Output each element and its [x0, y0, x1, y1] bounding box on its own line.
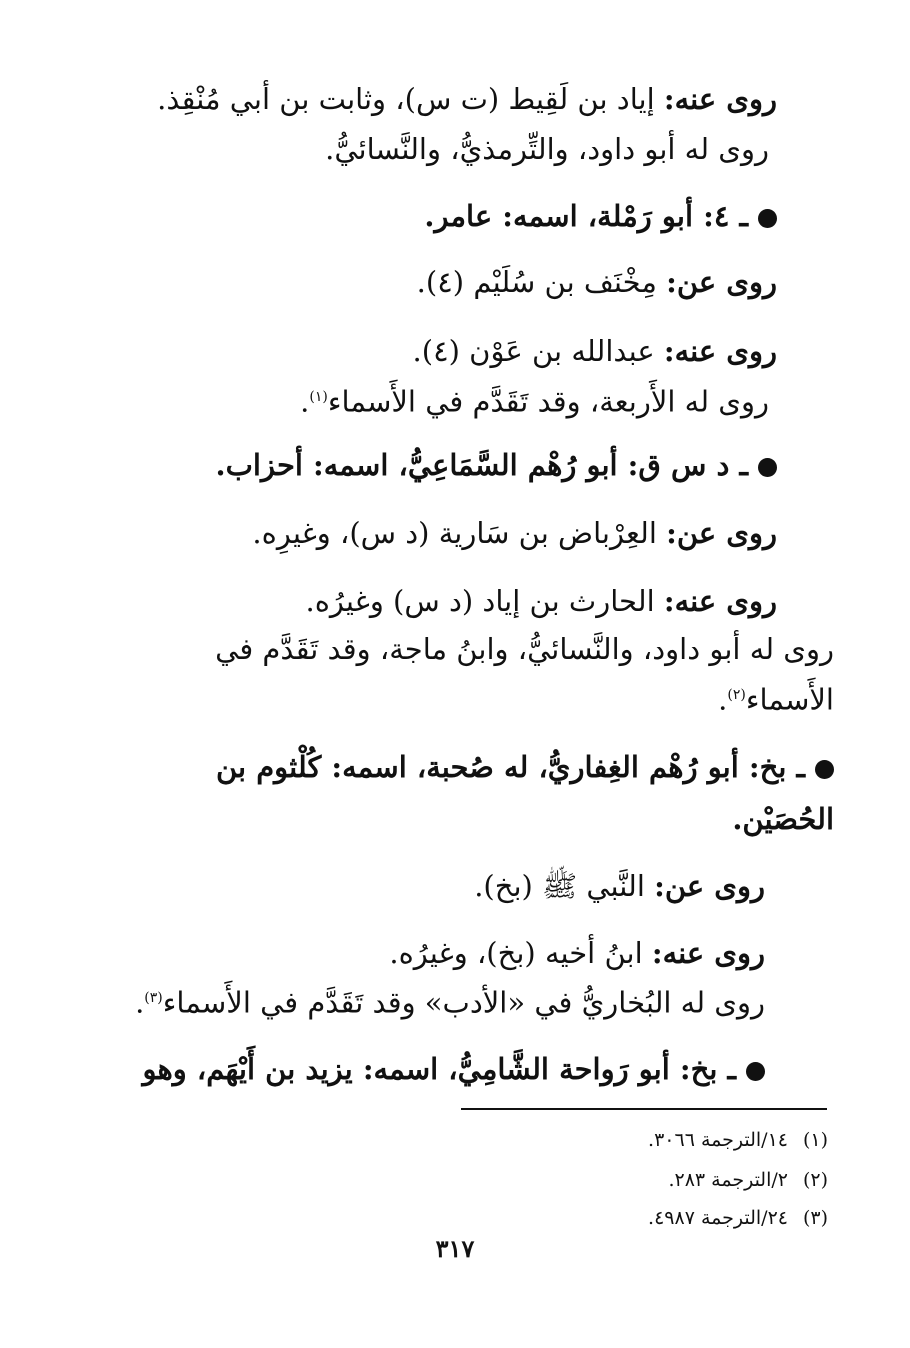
entry-heading — [215, 445, 777, 485]
line-text: العِرْباض بن سَارية (د س)، وغيرِه. — [252, 516, 667, 550]
text-line — [300, 377, 769, 422]
entry-heading — [143, 1049, 766, 1089]
text-line — [306, 581, 778, 621]
text-line — [417, 262, 777, 302]
line-text: الأَسماء — [745, 682, 834, 717]
bullet-icon — [758, 458, 777, 477]
footnote-number: (٢) — [802, 1169, 828, 1191]
line-end: . — [135, 985, 145, 1020]
line-text: ـ بخ: أبو رَواحة الشَّامِيُّ، اسمه: يزيد بن أَيْهَم، وهو — [142, 1052, 736, 1086]
line-text: روى له أبو داود، والنَّسائيُّ، وابنُ ماجة، وقد تَقَدَّم في — [215, 632, 834, 666]
narrated-by-label: روى عنه: — [663, 334, 777, 368]
footnote-ref[interactable]: (١) — [309, 389, 328, 405]
bullet-icon — [746, 1062, 765, 1081]
line-text: ـ ٤: أبو رَمْلة، اسمه: عامر. — [424, 199, 748, 233]
bullet-icon — [815, 760, 834, 779]
line-text: مِخْنَف بن سُلَيْم (٤). — [416, 265, 667, 299]
footnote-number: (٣) — [802, 1207, 828, 1229]
footnote — [668, 1167, 828, 1193]
text-line — [252, 513, 777, 553]
text-line — [389, 933, 765, 973]
footnote-text: ٢/الترجمة ٢٨٣. — [668, 1169, 788, 1191]
text-line — [325, 129, 769, 169]
line-text: روى له الأَربعة، وقد تَقَدَّم في الأَسماء — [327, 384, 769, 419]
line-end: . — [300, 384, 310, 419]
line-text: عبدالله بن عَوْن (٤). — [412, 334, 664, 368]
narrated-from-label: روى عن: — [666, 516, 777, 550]
narrated-from-label: روى عن: — [666, 265, 777, 299]
entry-heading — [216, 747, 834, 787]
entry-heading — [424, 196, 777, 236]
text-line — [157, 79, 777, 119]
footnote-ref[interactable]: (٣) — [144, 990, 163, 1006]
footnote-divider — [461, 1108, 827, 1110]
footnote-text: ١٤/الترجمة ٣٠٦٦. — [648, 1129, 788, 1151]
footnote — [648, 1205, 828, 1231]
bullet-icon — [758, 209, 777, 228]
line-end: . — [718, 682, 728, 717]
line-text: ـ د س ق: أبو رُهْم السَّمَاعِيُّ، اسمه: أحزاب. — [215, 448, 748, 482]
text-line — [474, 866, 765, 906]
line-text: الحُصَيْن. — [732, 802, 834, 836]
line-text: النَّبي ﷺ (بخ). — [474, 869, 655, 903]
text-line — [413, 331, 777, 371]
line-text: ابنُ أخيه (بخ)، وغيرُه. — [389, 936, 652, 970]
text-line — [718, 675, 834, 720]
narrated-by-label: روى عنه: — [651, 936, 765, 970]
footnote-number: (١) — [802, 1129, 828, 1151]
line-text: روى له أبو داود، والتِّرمذيُّ، والنَّسائيُّ. — [325, 132, 769, 166]
narrated-by-label: روى عنه: — [663, 82, 777, 116]
footnote-ref[interactable]: (٢) — [727, 687, 746, 703]
footnote — [648, 1127, 828, 1153]
line-text: الحارث بن إياد (د س) وغيرُه. — [305, 584, 664, 618]
page-number: ٣١٧ — [435, 1234, 475, 1263]
footnote-text: ٢٤/الترجمة ٤٩٨٧. — [648, 1207, 788, 1229]
text-line — [215, 629, 834, 669]
text-line — [732, 799, 834, 839]
narrated-from-label: روى عن: — [654, 869, 765, 903]
line-text: إياد بن لَقِيط (ت س)، وثابت بن أبي مُنْقِذ. — [157, 82, 664, 116]
text-line — [135, 978, 765, 1023]
line-text: روى له البُخاريُّ في «الأدب» وقد تَقَدَّم في الأَسماء — [162, 985, 765, 1020]
narrated-by-label: روى عنه: — [663, 584, 777, 618]
line-text: ـ بخ: أبو رُهْم الغِفاريُّ، له صُحبة، اسمه: كُلْثوم بن — [215, 750, 805, 784]
